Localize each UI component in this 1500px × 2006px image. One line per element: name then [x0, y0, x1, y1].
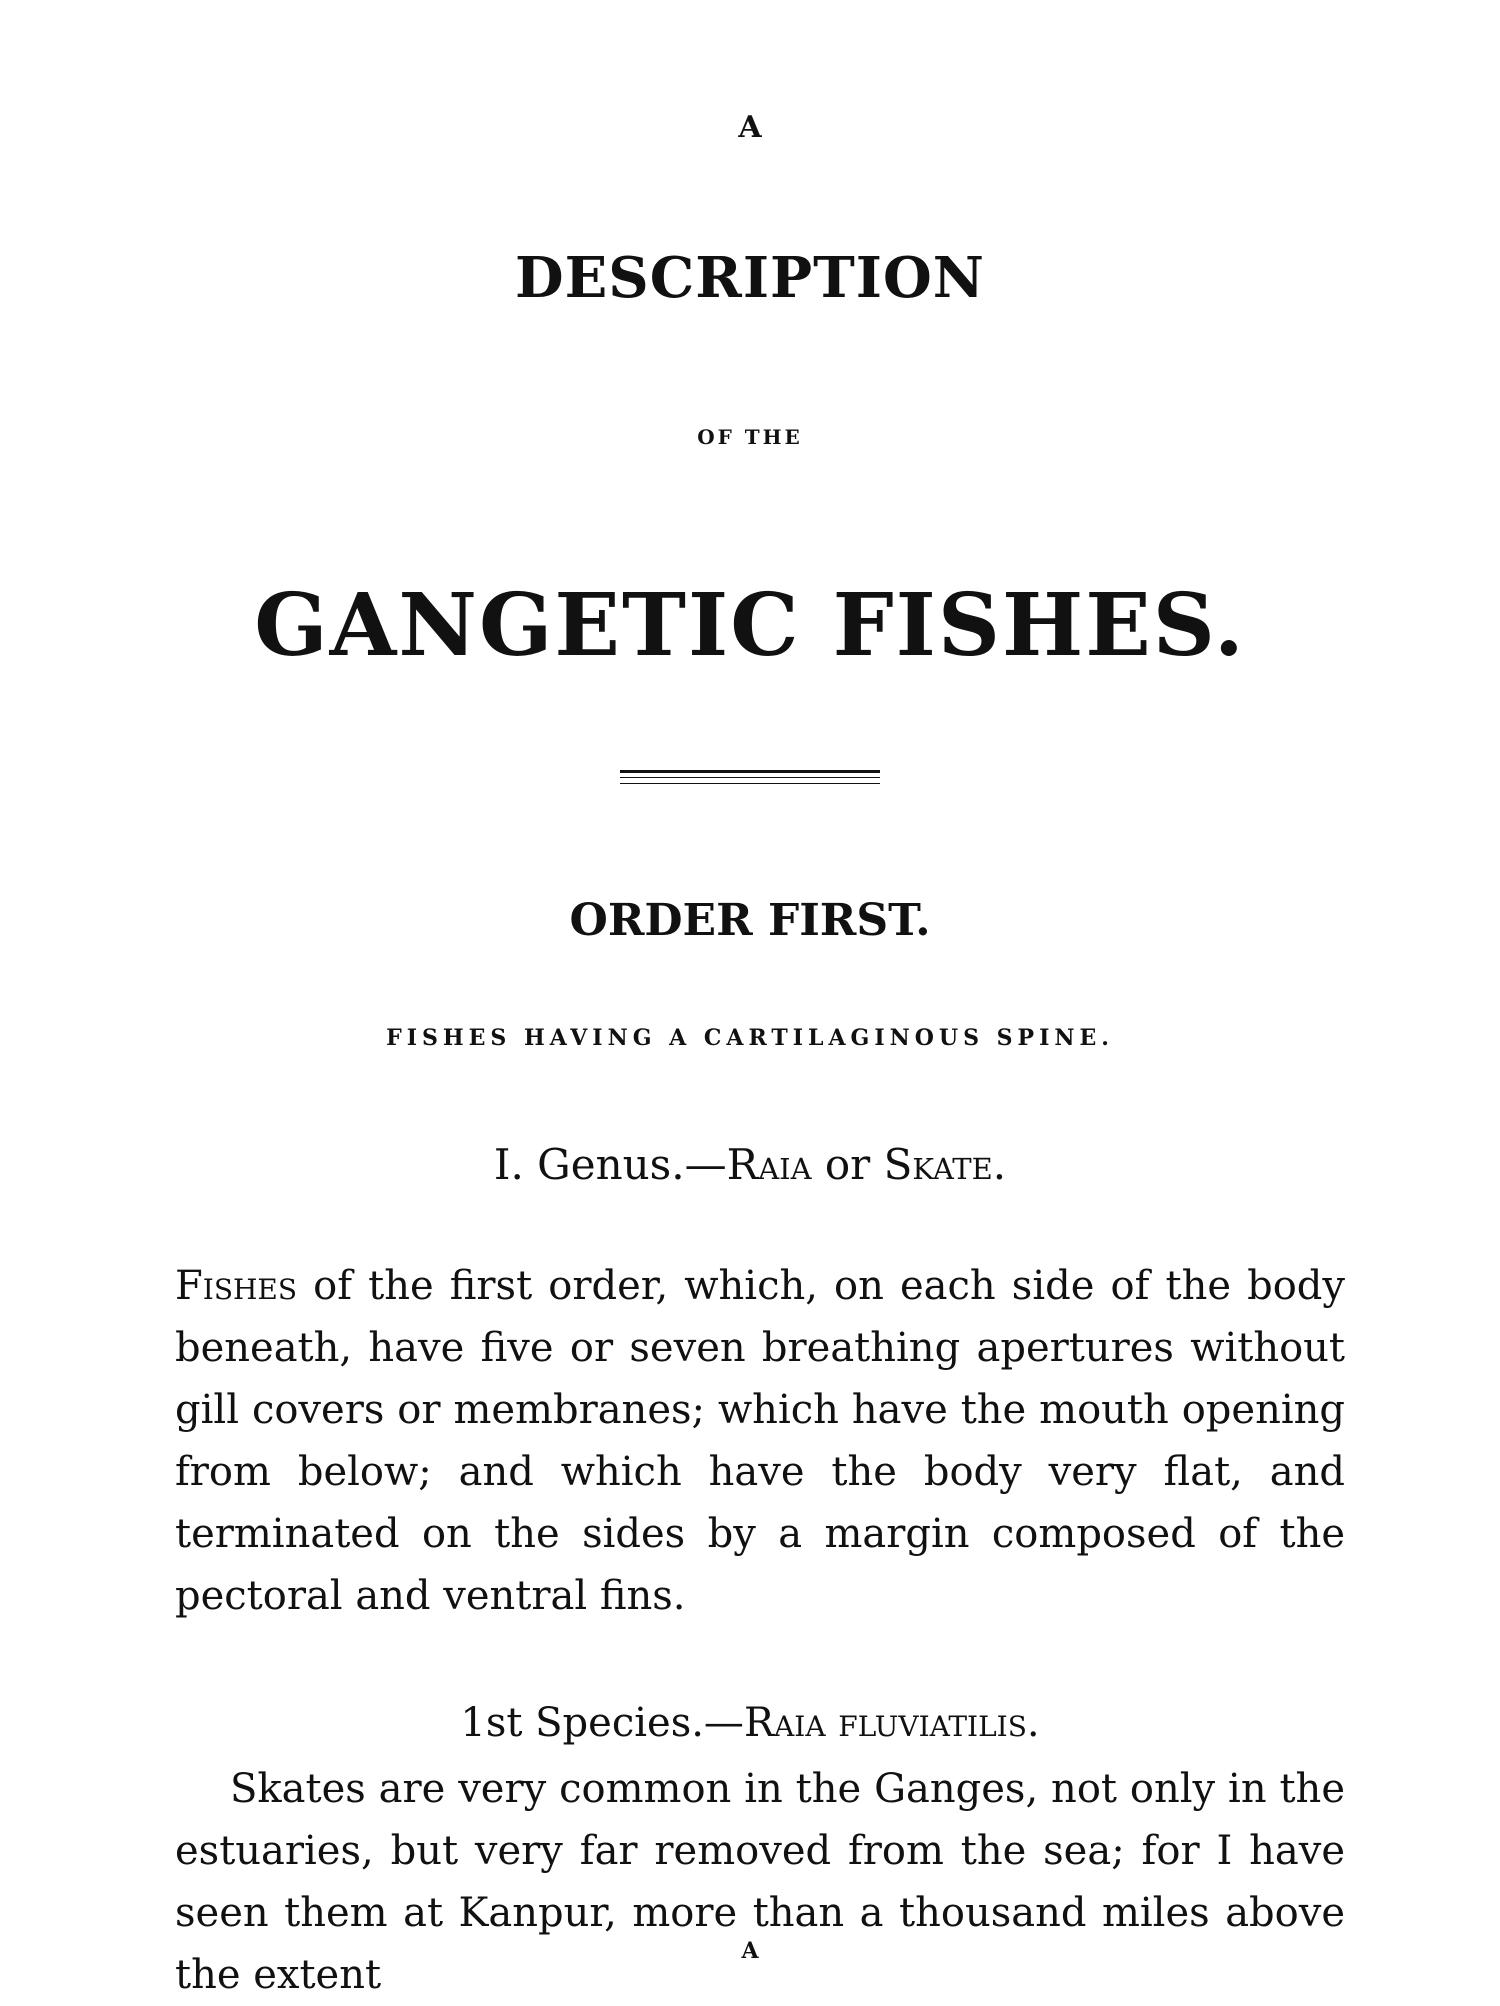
- title-rule: [620, 770, 880, 778]
- order-heading: ORDER FIRST.: [569, 895, 931, 946]
- species-name: Raia fluviatilis.: [743, 1700, 1040, 1746]
- top-letter: A: [738, 110, 762, 145]
- species-description-paragraph: Skates are very common in the Ganges, not only in the estuaries, but very far removed from the sea; for I have seen them at Kanpur, more than a thousand miles above the extent: [175, 1766, 1345, 1998]
- order-subheading: FISHES HAVING A CARTILAGINOUS SPINE.: [386, 1025, 1114, 1051]
- genus-description-text: of the first order, which, on each side of the body beneath, have five or seven breathing apertures without gill covers or membranes; which have the mouth opening from below; and which have the body very flat, and terminated on the sides by a margin composed of the pectoral and ventral fins.: [175, 1263, 1345, 1619]
- species-heading: [0, 1700, 1500, 1746]
- title-rule-thin: [620, 783, 880, 784]
- genus-description-first-word: Fishes: [175, 1263, 298, 1309]
- genus-connector: or: [811, 1140, 884, 1189]
- genus-name: Raia: [726, 1140, 812, 1189]
- genus-prefix: I. Genus.—: [493, 1140, 727, 1189]
- title-description: DESCRIPTION: [515, 245, 985, 311]
- signature-mark: A: [741, 1938, 759, 1964]
- title-of-the: OF THE: [697, 425, 803, 449]
- genus-common-name: Skate.: [883, 1140, 1007, 1189]
- genus-description-paragraph: [175, 1255, 1345, 1627]
- genus-heading: [0, 1140, 1500, 1189]
- species-prefix: 1st Species.—: [460, 1700, 744, 1746]
- title-gangetic-fishes: GANGETIC FISHES.: [254, 575, 1246, 676]
